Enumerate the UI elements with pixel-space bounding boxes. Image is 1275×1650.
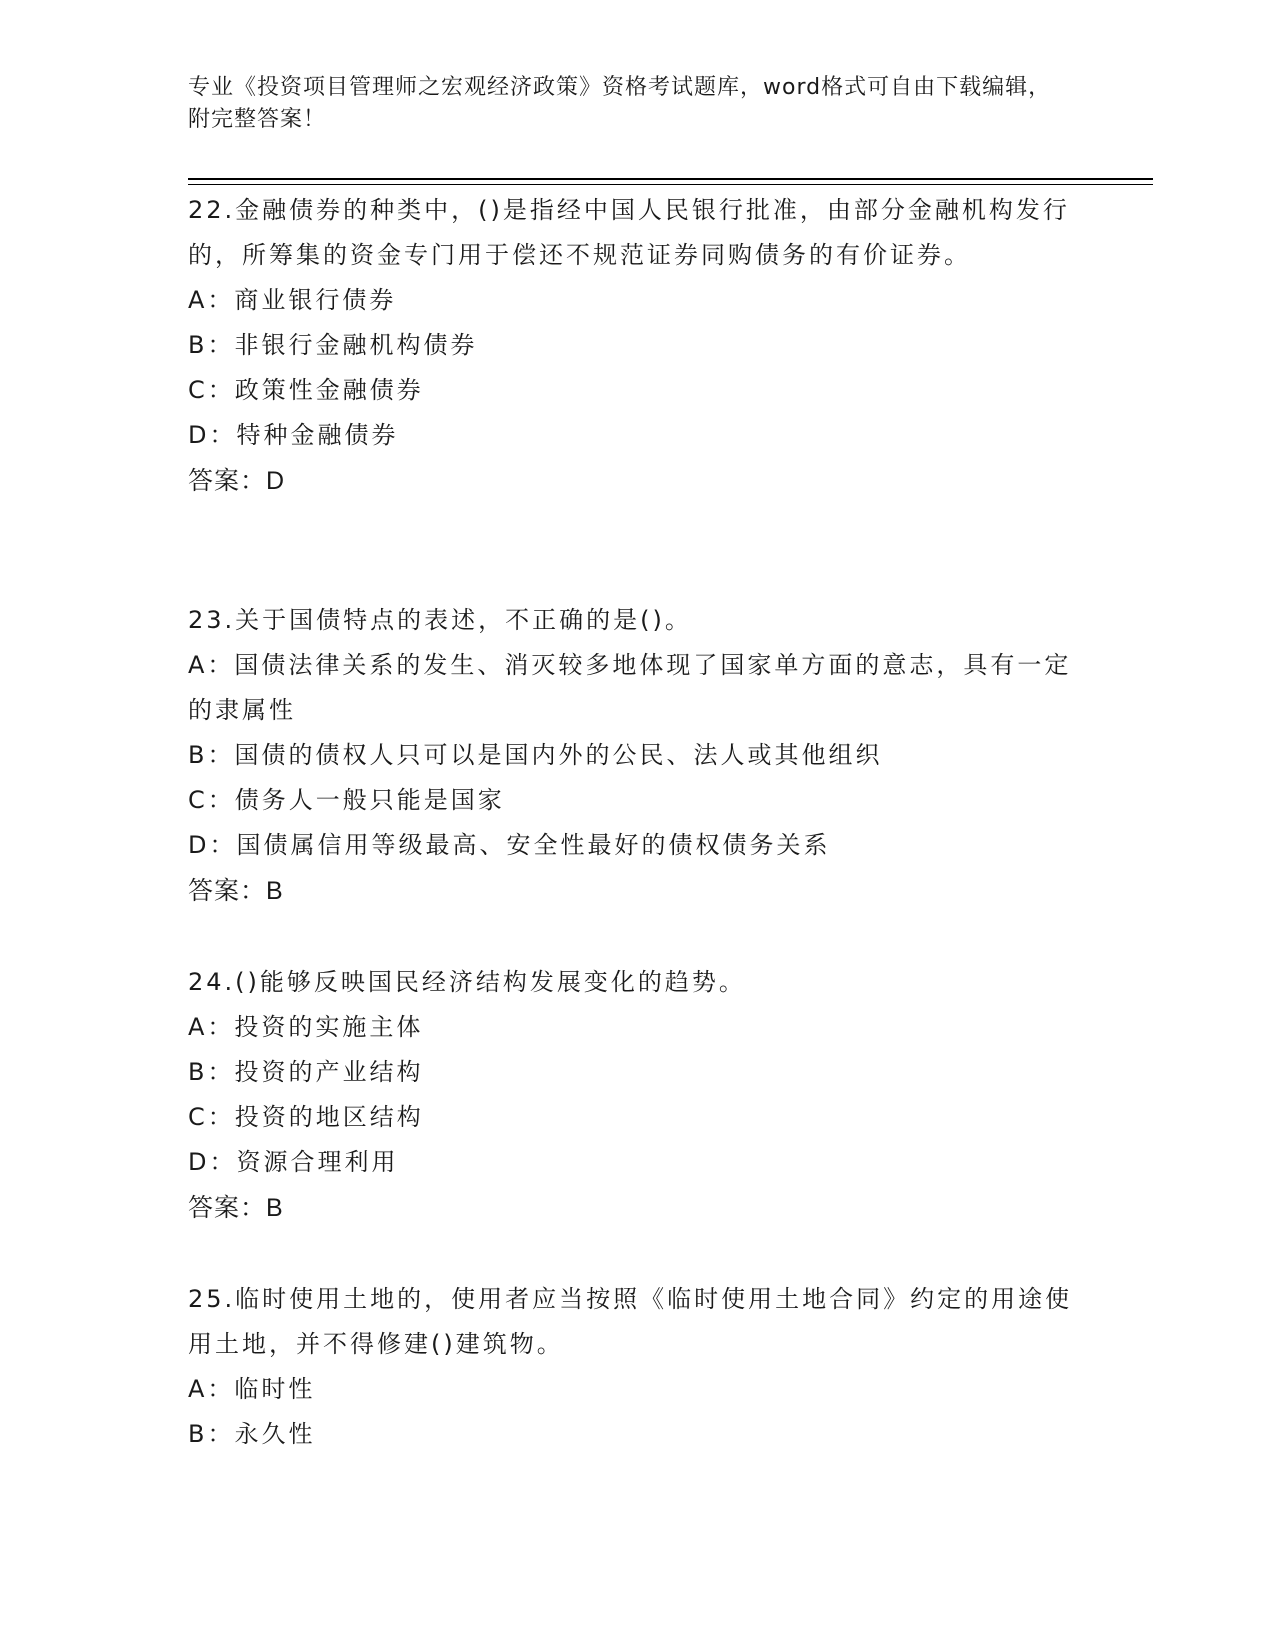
option-b: B：国债的债权人只可以是国内外的公民、法人或其他组织 bbox=[188, 741, 883, 769]
option-c: C：债务人一般只能是国家 bbox=[188, 786, 505, 814]
option-a: A：商业银行债券 bbox=[188, 286, 397, 314]
question-23 bbox=[188, 598, 1078, 914]
question-22 bbox=[188, 188, 1078, 504]
question-24 bbox=[188, 960, 1078, 1231]
option-d: D：资源合理利用 bbox=[188, 1148, 399, 1176]
option-a: A：临时性 bbox=[188, 1375, 316, 1403]
option-b: B：非银行金融机构债券 bbox=[188, 331, 478, 359]
header-divider-thick bbox=[188, 178, 1153, 180]
answer: 答案：B bbox=[188, 1194, 284, 1222]
option-d: D：特种金融债券 bbox=[188, 421, 399, 449]
option-c: C：投资的地区结构 bbox=[188, 1103, 424, 1131]
header-intro-text: 专业《投资项目管理师之宏观经济政策》资格考试题库，word格式可自由下载编辑，附完整答案！ bbox=[188, 75, 1052, 132]
header-divider-thin bbox=[188, 184, 1153, 185]
document-header bbox=[188, 72, 1068, 136]
option-b: B：永久性 bbox=[188, 1420, 316, 1448]
question-stem: 23.关于国债特点的表述，不正确的是()。 bbox=[188, 606, 692, 634]
question-stem: 25.临时使用土地的，使用者应当按照《临时使用土地合同》约定的用途使用土地，并不得修建()建筑物。 bbox=[188, 1285, 1073, 1358]
question-stem: 22.金融债券的种类中，()是指经中国人民银行批准，由部分金融机构发行的，所筹集的资金专门用于偿还不规范证券同购债务的有价证券。 bbox=[188, 196, 1070, 269]
option-d: D：国债属信用等级最高、安全性最好的债权债务关系 bbox=[188, 831, 831, 859]
option-a: A：国债法律关系的发生、消灭较多地体现了国家单方面的意志，具有一定的隶属性 bbox=[188, 651, 1072, 724]
question-stem: 24.()能够反映国民经济结构发展变化的趋势。 bbox=[188, 968, 746, 996]
answer: 答案：D bbox=[188, 467, 286, 495]
option-c: C：政策性金融债券 bbox=[188, 376, 424, 404]
option-b: B：投资的产业结构 bbox=[188, 1058, 424, 1086]
question-25 bbox=[188, 1277, 1078, 1457]
option-a: A：投资的实施主体 bbox=[188, 1013, 424, 1041]
answer: 答案：B bbox=[188, 877, 284, 905]
